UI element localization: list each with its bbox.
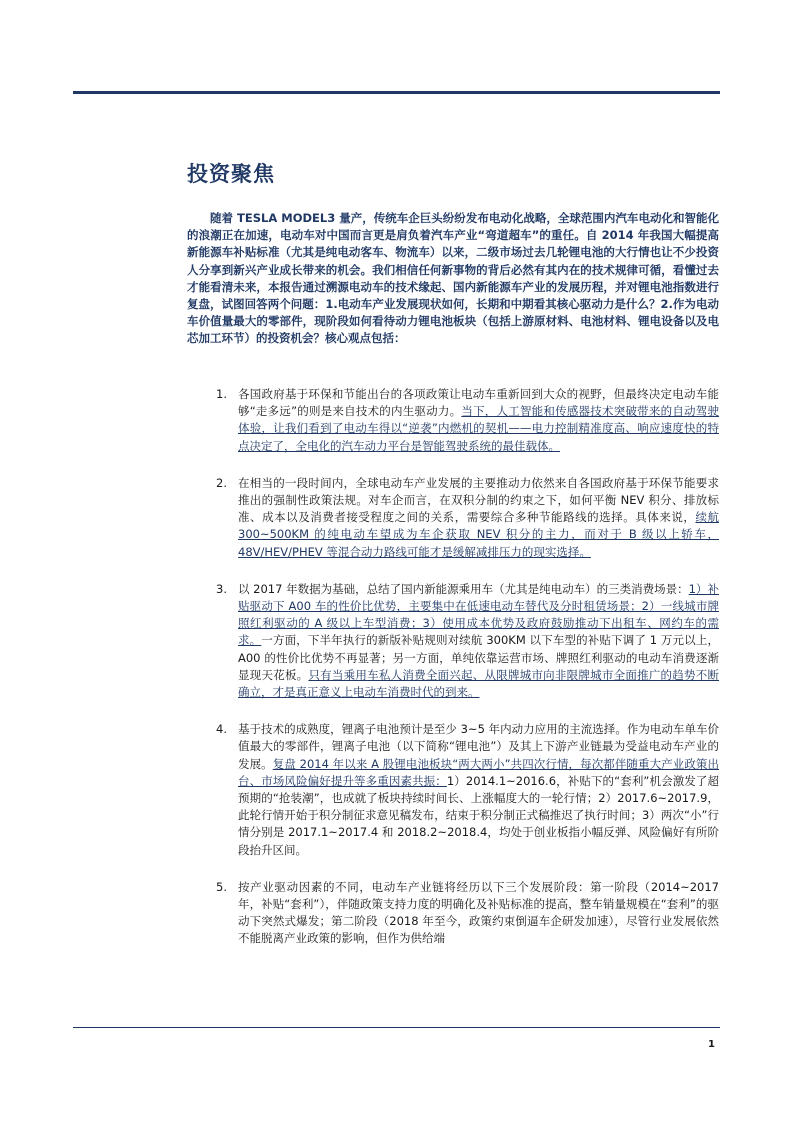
list-item-text-part: 各国政府基于环保和节能出台的各项政策让电动车重新回到大众的视野，但最终决定电动车能够“走多远”的则是来自技术的内生驱动力。 (238, 387, 719, 419)
underlined-highlight: 当下，人工智能和传感器技术突破带来的自动驾驶体验，让我们看到了电动车得以“逆袭”内燃机的契机——电力控制精准度高、响应速度快的特点决定了，全电化的汽车动力平台是智能驾驶系统的最佳载体。 (238, 404, 719, 453)
intro-paragraph: 随着 TESLA MODEL3 量产，传统车企巨头纷纷发布电动化战略，全球范围内汽车电动化和智能化的浪潮正在加速，电动车对中国而言更是肩负着汽车产业“弯道超车”的重任。自 2014 年我国大幅提高新能源车补贴标准（尤其是纯电动客车、物流车）以来，二级市场过去几轮锂电池的大行情也让不少投资人分享到新兴产业成长带来的机会。我们相信任何新事物的背后必然有其内在的技术规律可循，看懂过去才能看清未来，本报告通过溯源电动车的技术缘起、国内新能源车产业的发展历程，并对锂电池指数进行复盘，试图回答两个问题：1.电动车产业发展现状如何，长期和中期看其核心驱动力是什么？2.作为电动车价值量最大的零部件，现阶段如何看待动力锂电池板块（包括上游原材料、电池材料、锂电设备以及电芯加工环节）的投资机会？核心观点包括： (187, 211, 719, 346)
underlined-highlight: 续航 300~500KM 的纯电动车望成为车企获取 NEV 积分的主力，而对于 B 级以上轿车，48V/HEV/PHEV 等混合动力路线可能才是缓解减排压力的现实选择。 (238, 510, 720, 559)
underlined-highlight: 复盘 2014 年以来 A 股锂电池板块“两大两小”共四次行情，每次都伴随重大产业政策出台、市场风险偏好提升等多重因素共振： (238, 756, 720, 788)
list-item-text-part: 基于技术的成熟度，锂离子电池预计是至少 3~5 年内动力应用的主流选择。作为电动车单车价值最大的零部件，锂离子电池（以下简称“锂电池”）及其上下游产业链最为受益电动车产业的发展。 (238, 722, 719, 771)
list-item-text-part: 按产业驱动因素的不同，电动车产业链将经历以下三个发展阶段：第一阶段（2014~2017 年，补贴“套利”），伴随政策支持力度的明确化及补贴标准的提高，整车销量规模在“套利”的驱动下突然式爆发；第二阶段（2018 年至今，政策约束倒逼车企研发加速），尽管行业发展依然不能脱离产业政策的影响，但作为供给端 (238, 879, 719, 946)
underlined-highlight: 1）补贴驱动下 A00 车的性价比优势，主要集中在低速电动车替代及分时租赁场景；2）一线城市牌照红利驱动的 A 级以上车型消费；3）使用成本优势及政府鼓励推动下出租车、网约车的需求。 (238, 581, 719, 648)
list-item-text (238, 386, 719, 455)
list-item-text (238, 581, 719, 701)
list-item (187, 721, 719, 859)
list-item-number: 5. (216, 879, 227, 894)
footer-rule (73, 1027, 720, 1028)
list-item-text (238, 475, 719, 561)
list-item (187, 879, 719, 948)
list-item-text (238, 879, 719, 948)
page-number: 1 (708, 1039, 715, 1050)
key-points-list (187, 386, 719, 968)
list-item-number: 1. (216, 387, 227, 401)
list-item-text-part: 在相当的一段时间内，全球电动车产业发展的主要推动力依然来自各国政府基于环保节能要求推出的强制性政策法规。对车企而言，在双积分制的约束之下，如何平衡 NEV 积分、排放标准、成本以及消费者接受程度之间的关系，需要综合多种节能路线的选择。具体来说， (238, 475, 719, 525)
list-item (187, 475, 719, 561)
list-item-text-part: 一方面，下半年执行的新版补贴规则对续航 300KM 以下车型的补贴下调了 1 万元以上，A00 的性价比优势不再显著；另一方面，单纯依靠运营市场、牌照红利驱动的电动车消费逐渐显现天花板。 (238, 633, 719, 682)
list-item-number: 4. (216, 722, 227, 737)
list-item-text-part: 1）2014.1~2016.6，补贴下的“套利”机会激发了超预期的“抢装潮”，也成就了板块持续时间长、上涨幅度大的一轮行情；2）2017.6~2017.9，此轮行情开始于积分制征求意见稿发布，结束于积分制正式稿推迟了执行时间；3）两次“小”行情分别是 2017.1~2017.4 和 2018.2~2018.4，均处于创业板指小幅反弹、风险偏好有所阶段抬升区间。 (238, 773, 720, 857)
header-rule (73, 91, 720, 94)
underlined-highlight: 只有当乘用车私人消费全面兴起、从限牌城市向非限牌城市全面推广的趋势不断确立，才是真正意义上电动车消费时代的到来。 (238, 667, 720, 700)
list-item-text (238, 721, 719, 859)
list-item (187, 386, 719, 455)
list-item-text-part: 以 2017 年数据为基础，总结了国内新能源乘用车（尤其是纯电动车）的三类消费场景： (238, 581, 689, 596)
list-item-number: 2. (216, 475, 227, 490)
list-item (187, 581, 719, 701)
list-item-number: 3. (216, 581, 227, 596)
section-title: 投资聚焦 (187, 162, 275, 186)
